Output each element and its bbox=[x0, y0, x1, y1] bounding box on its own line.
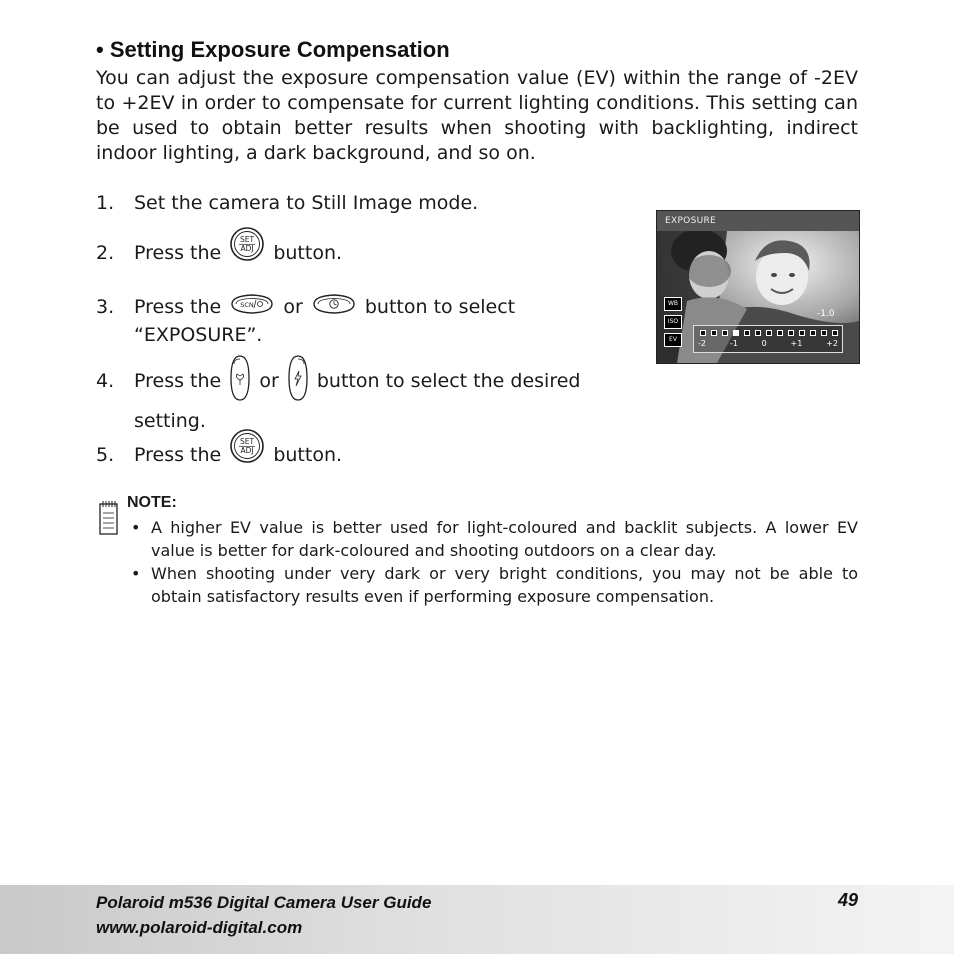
ev-dot bbox=[744, 330, 750, 336]
ev-dot bbox=[755, 330, 761, 336]
flash-button-icon bbox=[287, 354, 309, 409]
svg-text:ADJ: ADJ bbox=[240, 446, 254, 455]
note-item: • A higher EV value is better used for light-coloured and backlit subjects. A lower EV value is better for dark-coloured and shooting outdoors on a clear day. bbox=[127, 516, 858, 562]
step-text-pre: Press the bbox=[134, 296, 222, 318]
ev-value: -1.0 bbox=[817, 309, 835, 319]
svg-text:ADJ: ADJ bbox=[240, 244, 254, 253]
ev-label: -1 bbox=[729, 339, 738, 348]
set-adj-button-icon bbox=[229, 226, 265, 281]
ev-dot bbox=[821, 330, 827, 336]
ev-dot bbox=[711, 330, 717, 336]
step-text-mid: or bbox=[259, 370, 279, 392]
step-text-continued: “EXPOSURE”. bbox=[134, 324, 263, 346]
step-3 bbox=[96, 292, 515, 348]
step-number: 4. bbox=[96, 370, 115, 392]
step-1 bbox=[96, 191, 478, 216]
svg-text:SCN: SCN bbox=[240, 301, 255, 309]
ev-label: -2 bbox=[698, 339, 706, 348]
screen-title-bar: EXPOSURE bbox=[657, 211, 859, 231]
step-5 bbox=[96, 428, 342, 483]
svg-text:SET: SET bbox=[240, 235, 255, 244]
step-number: 1. bbox=[96, 192, 115, 214]
ev-scale-labels bbox=[694, 339, 842, 348]
ev-scale bbox=[693, 325, 843, 353]
screen-side-icons bbox=[664, 297, 682, 351]
ev-label: +2 bbox=[826, 339, 838, 348]
step-number: 2. bbox=[96, 242, 115, 264]
timer-button-icon bbox=[311, 292, 357, 323]
note-item: • When shooting under very dark or very bright conditions, you may not be able to obtain satisfactory results even if performing exposure compensation. bbox=[127, 562, 858, 608]
step-text-pre: Press the bbox=[134, 444, 222, 466]
footer-title: Polaroid m536 Digital Camera User Guide bbox=[96, 893, 432, 912]
step-text: Set the camera to Still Image mode. bbox=[134, 192, 479, 214]
footer-url: www.polaroid-digital.com bbox=[96, 918, 303, 937]
notepad-icon bbox=[98, 500, 120, 540]
ev-scale-dots bbox=[700, 330, 838, 336]
ev-dot-selected bbox=[733, 330, 739, 336]
white-balance-icon: WB bbox=[664, 297, 682, 311]
ev-dot bbox=[832, 330, 838, 336]
step-number: 3. bbox=[96, 296, 115, 318]
camera-screen-screenshot bbox=[656, 210, 860, 364]
step-2 bbox=[96, 226, 342, 281]
intro-paragraph: You can adjust the exposure compensation value (EV) within the range of -2EV to +2EV in order to compensate for current lighting conditions. This setting can be used to obtain better results when shooting with backlighting, indirect indoor lighting, a dark background, and so on. bbox=[96, 67, 858, 164]
ev-dot bbox=[788, 330, 794, 336]
svg-text:SET: SET bbox=[240, 437, 255, 446]
ev-dot bbox=[700, 330, 706, 336]
exposure-icon: EV bbox=[664, 333, 682, 347]
ev-label: 0 bbox=[761, 339, 767, 348]
iso-icon: ISO bbox=[664, 315, 682, 329]
ev-dot bbox=[799, 330, 805, 336]
step-text-continued: setting. bbox=[134, 410, 206, 432]
step-text-post: button. bbox=[273, 242, 343, 264]
step-4 bbox=[96, 354, 580, 434]
ev-dot bbox=[810, 330, 816, 336]
ev-dot bbox=[722, 330, 728, 336]
macro-button-icon bbox=[229, 354, 251, 409]
step-text-post: button to select the desired bbox=[316, 370, 581, 392]
step-text-post: button. bbox=[273, 444, 343, 466]
section-heading: • Setting Exposure Compensation bbox=[96, 37, 450, 62]
page-number: 49 bbox=[837, 890, 858, 910]
ev-dot bbox=[766, 330, 772, 336]
scene-button-icon bbox=[229, 292, 275, 323]
step-text-mid: or bbox=[283, 296, 303, 318]
ev-label: +1 bbox=[790, 339, 803, 348]
step-text-pre: Press the bbox=[134, 370, 222, 392]
set-adj-button-icon bbox=[229, 428, 265, 483]
step-number: 5. bbox=[96, 444, 115, 466]
step-text-post: button to select bbox=[364, 296, 516, 318]
step-text-pre: Press the bbox=[134, 242, 222, 264]
note-label: NOTE: bbox=[127, 494, 177, 511]
ev-dot bbox=[777, 330, 783, 336]
note-list bbox=[127, 516, 858, 608]
